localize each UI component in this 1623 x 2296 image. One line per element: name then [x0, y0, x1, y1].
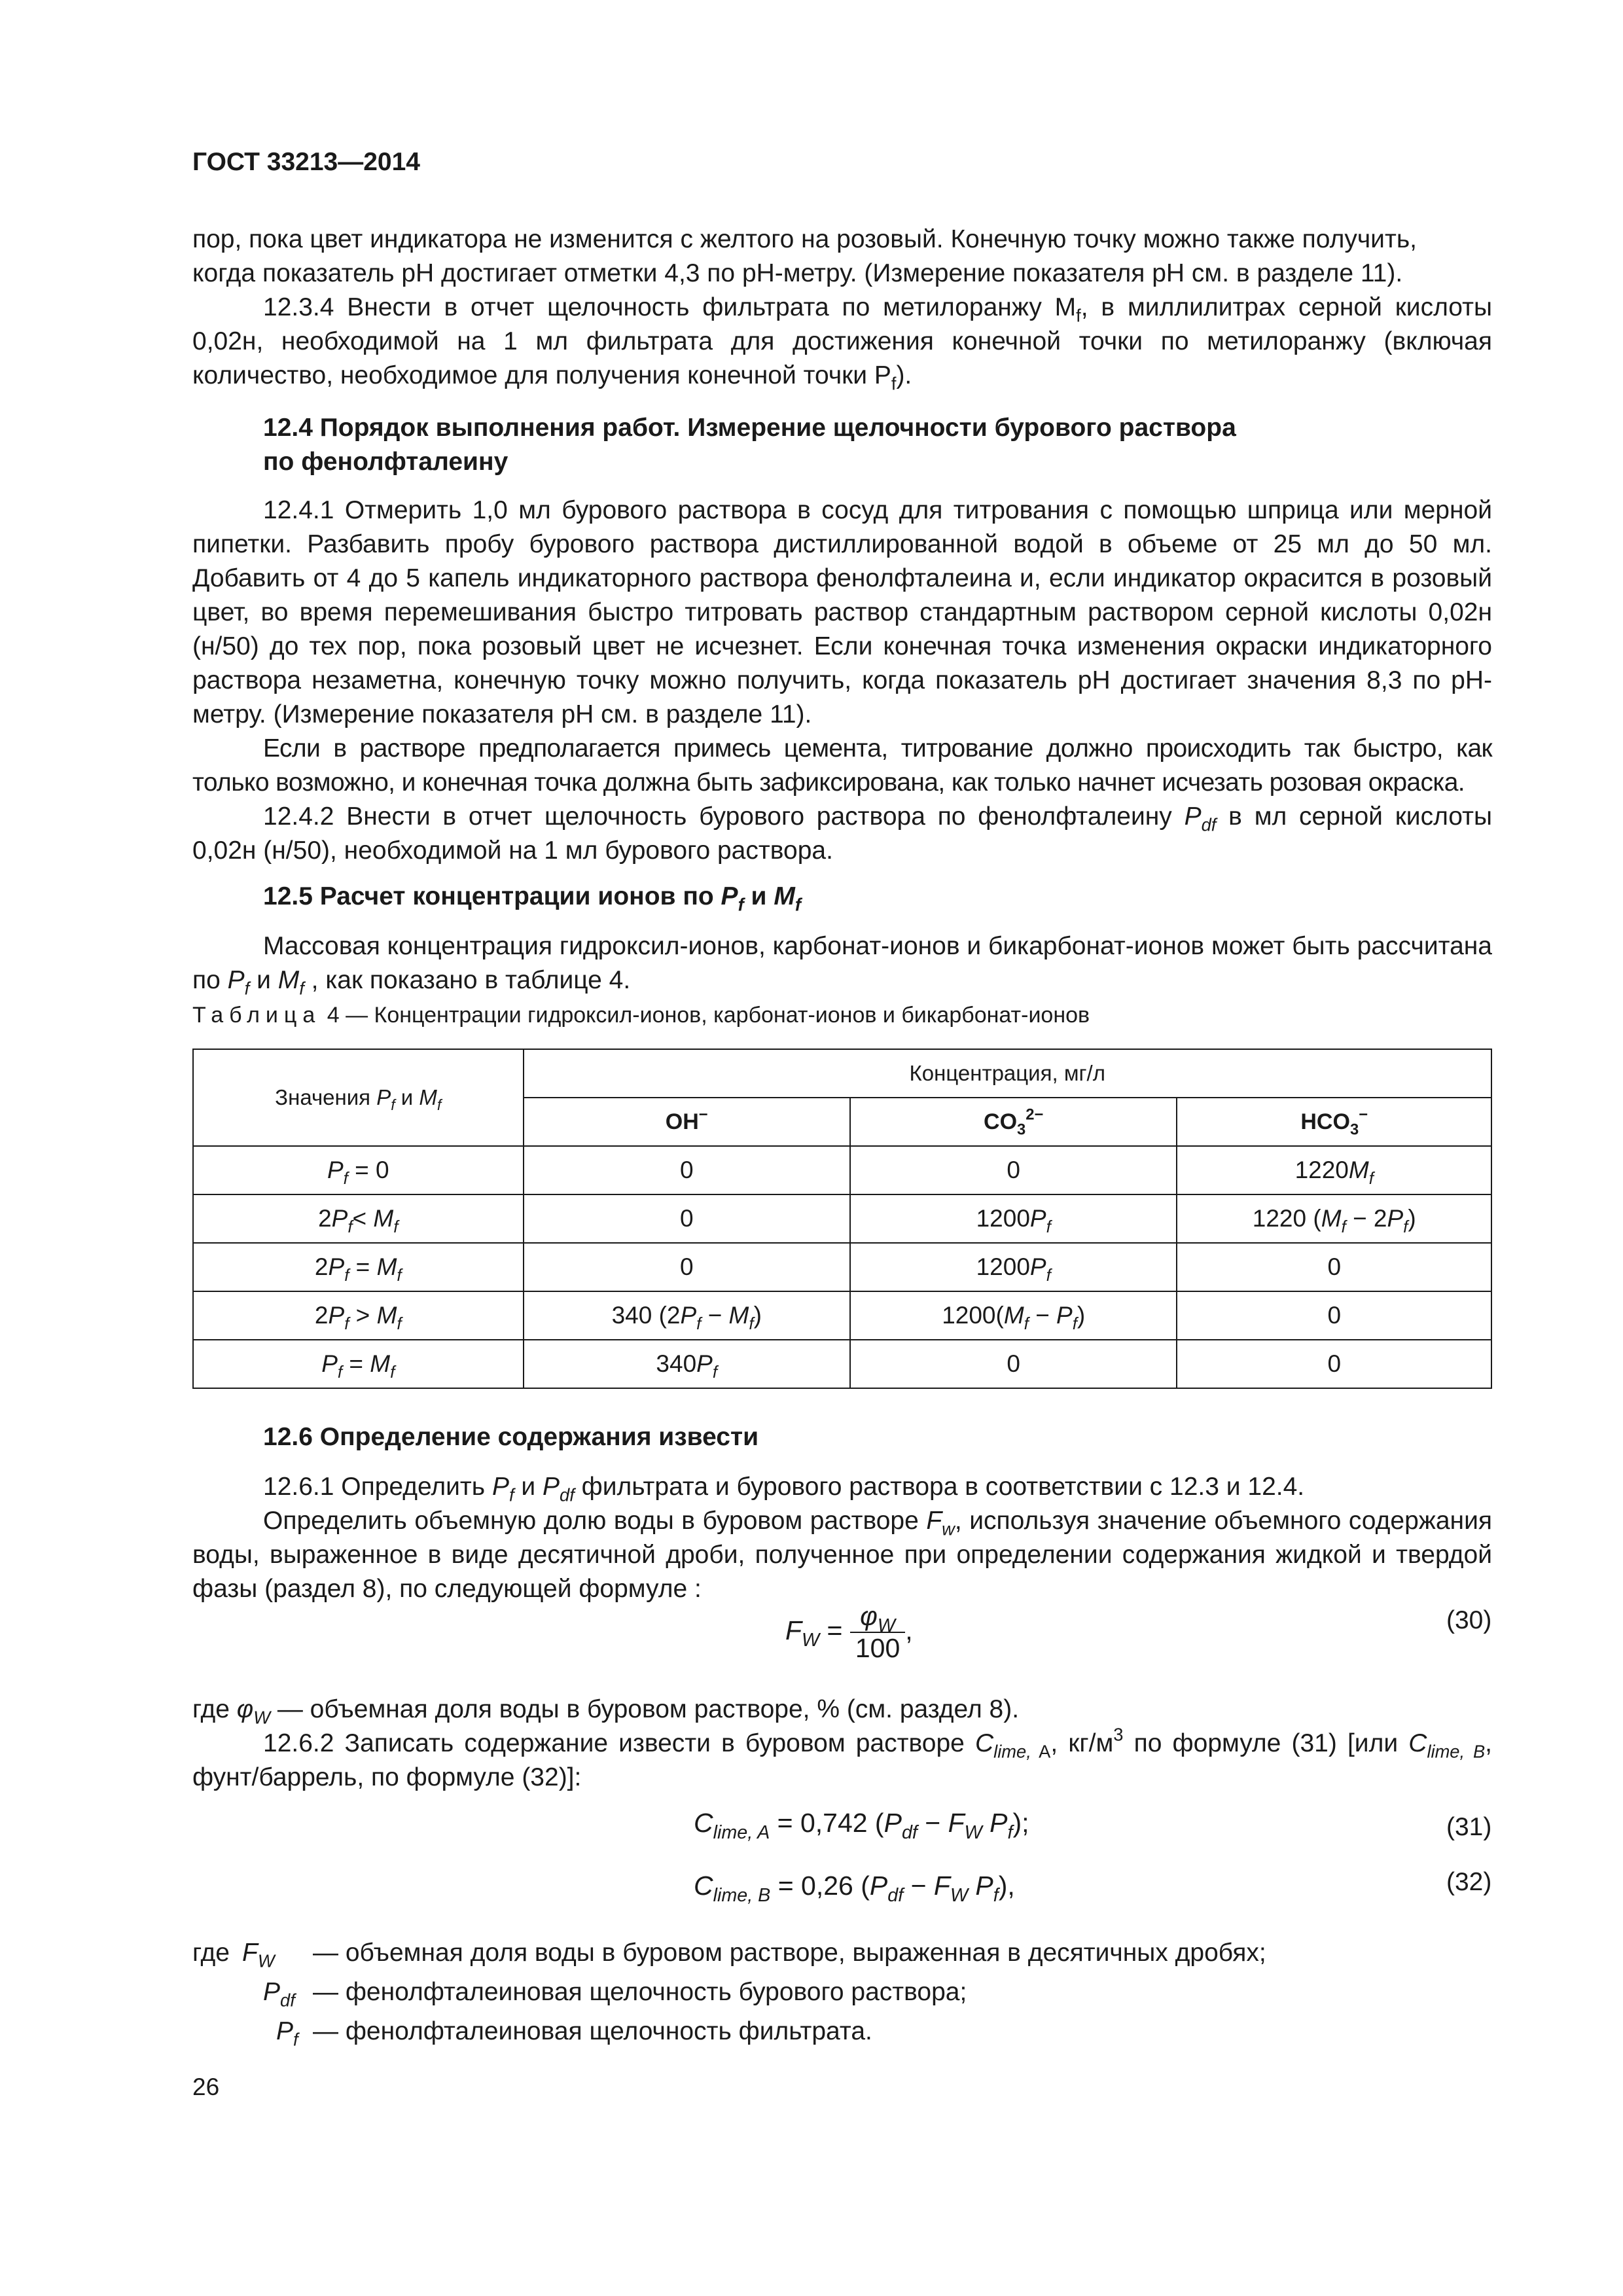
section-heading-12-4 [263, 411, 1236, 479]
heading-line: по фенолфталеину [263, 448, 508, 476]
text: 12.4.2 Внести в отчет щелочность бурового раствора по фенолфталеину [263, 802, 1185, 831]
text: и [395, 1085, 419, 1109]
text: = [349, 1253, 377, 1280]
subscript: f [337, 1363, 343, 1382]
variable: P [227, 966, 245, 994]
variable: P [869, 1871, 888, 1901]
subscript: f [1403, 1218, 1408, 1237]
subscript: f [738, 894, 744, 915]
text: 1200 [976, 1205, 1030, 1232]
operator: − [917, 1808, 948, 1838]
text: и [249, 966, 278, 994]
variable: F [948, 1808, 965, 1838]
table-header-row [193, 1049, 1491, 1098]
legend-text: — фенолфталеиновая щелочность фильтрата. [313, 2017, 872, 2045]
legend-prefix: где [192, 1939, 230, 1967]
paragraph-12-5 [192, 929, 1492, 997]
text: , [905, 1615, 913, 1645]
variable: M [277, 966, 300, 994]
text: , используя значение объемного содержания воды, выраженное в виде десятичной дроби, полученное при определении содержания жидкой и твердой фазы (раздел 8), по следующей формуле : [192, 1507, 1492, 1603]
text: = 0,742 ( [770, 1808, 884, 1838]
hco3-cell: 0 [1177, 1243, 1491, 1291]
oh-cell: 0 [524, 1243, 850, 1291]
subscript: f [344, 1266, 349, 1285]
text: < [352, 1205, 374, 1232]
table-row [193, 1291, 1491, 1340]
variable: M [376, 1302, 397, 1329]
document-header: ГОСТ 33213—2014 [192, 148, 420, 176]
legend-var [276, 2015, 298, 2049]
variable: P [321, 1350, 338, 1377]
paragraph-line: пор, пока цвет индикатора не изменится с желтого на розовый. Конечную точку можно также получить, [192, 225, 1417, 253]
fraction [850, 1601, 905, 1664]
caption-text: 4 — Концентрации гидроксил-ионов, карбонат-ионов и бикарбонат-ионов [321, 1003, 1090, 1028]
paragraph-12-4-2 [192, 800, 1492, 868]
text: в мл серной кислоты 0,02н (н/50), необходимой на 1 мл бурового раствора. [192, 802, 1493, 865]
superscript: 3 [1113, 1724, 1124, 1745]
subscript: f [1046, 1266, 1051, 1285]
subscript: f [1007, 1822, 1013, 1844]
subscript: f [794, 894, 801, 915]
variable: P [327, 1157, 344, 1183]
table-row [193, 1340, 1491, 1388]
paragraph-12-4-1: 12.4.1 Отмерить 1,0 мл бурового раствора в сосуд для титрования с помощью шприца или мерной пипетки. Разбавить пробу бурового раствора дистиллированной водой в объеме от 25 мл до 50 мл. Добавить от 4 до 5 капель индикаторного раствора фенолфталеина и, если индикатор окрасится в розовый цвет, во время перемешивания быстро титровать раствор стандартным раствором серной кислоты 0,02н (н/50) до тех пор, пока розовый цвет не исчезнет. Если конечная точка изменения окраски индикаторного раствора незаметна, конечную точку можно получить, когда показатель pH достигает значения 8,3 по pH-метру. (Измерение показателя pH см. в разделе 11). [192, 496, 1492, 728]
variable: P [696, 1350, 713, 1377]
subscript: df [1201, 814, 1217, 835]
variable: P [721, 882, 738, 910]
variable: P [680, 1302, 697, 1329]
co3-cell: 0 [850, 1146, 1177, 1194]
variable: C [1408, 1729, 1427, 1757]
subscript: f [391, 1096, 395, 1114]
hco3-cell [1177, 1146, 1491, 1194]
text: 12.6.1 Определить [263, 1473, 492, 1501]
variable: P [1056, 1302, 1073, 1329]
text: = 0,26 ( [770, 1871, 870, 1901]
formula-32 [694, 1871, 1015, 1907]
text: где [192, 1695, 237, 1723]
col-header-oh [524, 1098, 850, 1146]
formula-31 [694, 1808, 1029, 1844]
subscript: W [950, 1885, 969, 1907]
superscript: − [1359, 1105, 1368, 1124]
co3-cell [850, 1291, 1177, 1340]
variable: M [728, 1302, 749, 1329]
text: Определить объемную долю воды в буровом растворе [263, 1507, 927, 1535]
text: фильтрата и бурового раствора в соответствии с 12.3 и 12.4. [574, 1473, 1305, 1501]
variable: P [1184, 802, 1202, 831]
text: CO [984, 1109, 1018, 1134]
subscript: W [877, 1615, 895, 1637]
text: 2 [314, 1302, 329, 1329]
text: 12.6.2 Записать содержание извести в буровом растворе [263, 1729, 975, 1757]
legend-var [242, 1936, 275, 1970]
cond-cell [193, 1291, 524, 1340]
text: ), [998, 1871, 1015, 1901]
paragraph-water-fraction [192, 1504, 1492, 1606]
hco3-cell [1177, 1194, 1491, 1243]
text: 1200( [942, 1302, 1004, 1329]
text: , в миллилитрах серной кислоты 0,02н, необходимой на 1 мл фильтрата для достижения конечной точки по метилоранжу (включая количество, необходимое для получения конечной точки P [192, 293, 1492, 389]
text: и [514, 1473, 543, 1501]
variable: M [370, 1350, 391, 1377]
text: 2 [318, 1205, 332, 1232]
superscript: − [698, 1105, 708, 1124]
operator: = [819, 1615, 850, 1645]
numerator [850, 1601, 905, 1637]
subscript: f [1024, 1315, 1029, 1334]
variable: M [376, 1253, 397, 1280]
oh-cell [524, 1340, 850, 1388]
text: 1220 [1294, 1157, 1349, 1183]
text: 340 [656, 1350, 697, 1377]
cond-cell [193, 1243, 524, 1291]
col-header-hco3 [1177, 1098, 1491, 1146]
variable: C [975, 1729, 994, 1757]
text: OH [665, 1109, 699, 1134]
where-phi [192, 1693, 1492, 1727]
text: 340 (2 [611, 1302, 681, 1329]
subscript: 3 [1349, 1120, 1359, 1138]
subscript: lime, B [713, 1885, 771, 1907]
subscript: lime, A [713, 1822, 770, 1844]
text: ) [1408, 1205, 1416, 1232]
variable: φ [236, 1695, 254, 1723]
text: ); [1012, 1808, 1029, 1838]
text: − [1028, 1302, 1057, 1329]
subscript: f [348, 1218, 353, 1237]
variable: P [276, 2017, 294, 2045]
text: — объемная доля воды в буровом растворе, % (см. раздел 8). [270, 1695, 1020, 1723]
subscript: lime, [993, 1741, 1031, 1762]
subscript: f [293, 2029, 298, 2050]
cond-cell [193, 1340, 524, 1388]
section-heading-12-6: 12.6 Определение содержания извести [263, 1423, 759, 1451]
variable: P [1029, 1205, 1046, 1232]
cond-cell [193, 1146, 524, 1194]
text: HCO [1300, 1109, 1350, 1134]
subscript: f [993, 1885, 999, 1907]
superscript: 2− [1026, 1105, 1044, 1124]
text: 1200 [976, 1253, 1030, 1280]
subscript: f [397, 1266, 402, 1285]
variable: P [491, 1473, 509, 1501]
text: = 0 [348, 1157, 389, 1183]
subscript: f [508, 1484, 514, 1505]
table-row [193, 1194, 1491, 1243]
subscript: f [712, 1363, 718, 1382]
group-header-cell: Концентрация, мг/л [524, 1049, 1491, 1098]
text: − [701, 1302, 729, 1329]
variable: P [982, 1808, 1008, 1838]
subscript: df [901, 1822, 918, 1844]
subscript: f [390, 1363, 395, 1382]
table-row [193, 1146, 1491, 1194]
operator: − [903, 1871, 934, 1901]
variable: P [376, 1085, 391, 1109]
variable: P [1387, 1205, 1404, 1232]
variable: P [328, 1302, 345, 1329]
variable: P [331, 1205, 348, 1232]
variable: M [1321, 1205, 1342, 1232]
text: Массовая концентрация гидроксил-ионов, карбонат-ионов и бикарбонат-ионов может быть рассчитана по [192, 932, 1492, 994]
heading-text: 12.5 Расчет концентрации ионов по [263, 882, 721, 910]
subscript: df [560, 1484, 575, 1505]
variable: C [694, 1871, 713, 1901]
legend-text: — объемная доля воды в буровом растворе, выраженная в десятичных дробях; [313, 1939, 1266, 1967]
variable: φ [860, 1601, 878, 1631]
co3-cell [850, 1194, 1177, 1243]
equation-number-32: (32) [1446, 1868, 1492, 1896]
subscript: W [964, 1822, 982, 1844]
text: , кг/м [1050, 1729, 1114, 1757]
paragraph-cement: Если в растворе предполагается примесь цемента, титрование должно происходить так быстро, как только возможно, и конечная точка должна быть зафиксирована, как только начнет исчезать розовая окраска. [192, 734, 1492, 797]
row-header-cell [193, 1049, 524, 1146]
co3-cell: 0 [850, 1340, 1177, 1388]
text: 12.3.4 Внести в отчет щелочность фильтрата по метилоранжу M [263, 293, 1077, 321]
subscript: A [1031, 1741, 1051, 1762]
variable: P [968, 1871, 993, 1901]
text: , фунт/баррель, по формуле (32)]: [192, 1729, 1492, 1791]
text: ). [896, 361, 912, 389]
variable: P [543, 1473, 560, 1501]
variable: P [263, 1978, 281, 2006]
text: , как показано в таблице 4. [304, 966, 631, 994]
table-caption [192, 1003, 1090, 1028]
variable: M [774, 882, 795, 910]
subscript: f [749, 1315, 754, 1334]
cond-cell [193, 1194, 524, 1243]
variable: P [883, 1808, 902, 1838]
variable: P [328, 1253, 345, 1280]
subscript: f [1368, 1170, 1374, 1189]
subscript: f [344, 1315, 349, 1334]
legend-var [263, 1975, 295, 2009]
subscript: f [393, 1218, 399, 1237]
text: по формуле (31) [или [1123, 1729, 1409, 1757]
equation-number-30: (30) [1446, 1606, 1492, 1634]
subscript: f [1046, 1218, 1051, 1237]
paragraph-12-3-4 [192, 291, 1492, 393]
page-number: 26 [192, 2073, 220, 2100]
variable: M [1003, 1302, 1024, 1329]
variable: F [785, 1615, 802, 1645]
subscript: f [1076, 305, 1081, 326]
subscript: df [887, 1885, 904, 1907]
variable: F [242, 1939, 258, 1967]
paragraph-12-6-2 [192, 1724, 1492, 1795]
hco3-cell: 0 [1177, 1291, 1491, 1340]
subscript: f [299, 978, 304, 999]
text: 1220 ( [1252, 1205, 1321, 1232]
denominator: 100 [855, 1633, 901, 1663]
variable: F [926, 1507, 942, 1535]
subscript: df [280, 1990, 295, 2011]
subscript: f [244, 978, 250, 999]
subscript: f [343, 1170, 348, 1189]
oh-cell [524, 1291, 850, 1340]
text: = [342, 1350, 370, 1377]
paragraph-12-6-1 [192, 1470, 1492, 1504]
table-row [193, 1243, 1491, 1291]
subscript: W [253, 1707, 270, 1728]
variable: M [1348, 1157, 1369, 1183]
variable: M [419, 1085, 437, 1109]
subscript: W [802, 1629, 820, 1651]
variable: M [373, 1205, 394, 1232]
text: 2 [314, 1253, 329, 1280]
oh-cell: 0 [524, 1194, 850, 1243]
heading-line: 12.4 Порядок выполнения работ. Измерение щелочности бурового раствора [263, 414, 1236, 442]
hco3-cell: 0 [1177, 1340, 1491, 1388]
table-4 [192, 1049, 1492, 1389]
legend-text: — фенолфталеиновая щелочность бурового раствора; [313, 1978, 967, 2006]
co3-cell [850, 1243, 1177, 1291]
subscript: f [1072, 1315, 1077, 1334]
variable: C [694, 1808, 713, 1838]
text: − 2 [1346, 1205, 1387, 1232]
variable: P [1029, 1253, 1046, 1280]
subscript: f [437, 1096, 442, 1114]
text: Значения [275, 1085, 377, 1109]
equation-number-31: (31) [1446, 1813, 1492, 1841]
subscript: f [1341, 1218, 1346, 1237]
text: > [349, 1302, 377, 1329]
variable: F [933, 1871, 950, 1901]
subscript: f [696, 1315, 702, 1334]
subscript: W [257, 1950, 275, 1971]
text: ) [1077, 1302, 1086, 1329]
col-header-co3 [850, 1098, 1177, 1146]
section-heading-12-5 [263, 880, 801, 914]
caption-label: Таблица [192, 1003, 321, 1028]
formula-30 [785, 1601, 913, 1664]
subscript: w [942, 1518, 955, 1539]
subscript: lime, B [1427, 1741, 1486, 1762]
subscript: f [891, 373, 897, 394]
heading-text: и [743, 882, 774, 910]
text: ) [753, 1302, 762, 1329]
oh-cell: 0 [524, 1146, 850, 1194]
paragraph-line: когда показатель pH достигает отметки 4,3 по pH-метру. (Измерение показателя pH см. в разделе 11). [192, 259, 1403, 287]
subscript: 3 [1017, 1120, 1026, 1138]
paragraph-continuation [192, 223, 1492, 291]
subscript: f [397, 1315, 402, 1334]
